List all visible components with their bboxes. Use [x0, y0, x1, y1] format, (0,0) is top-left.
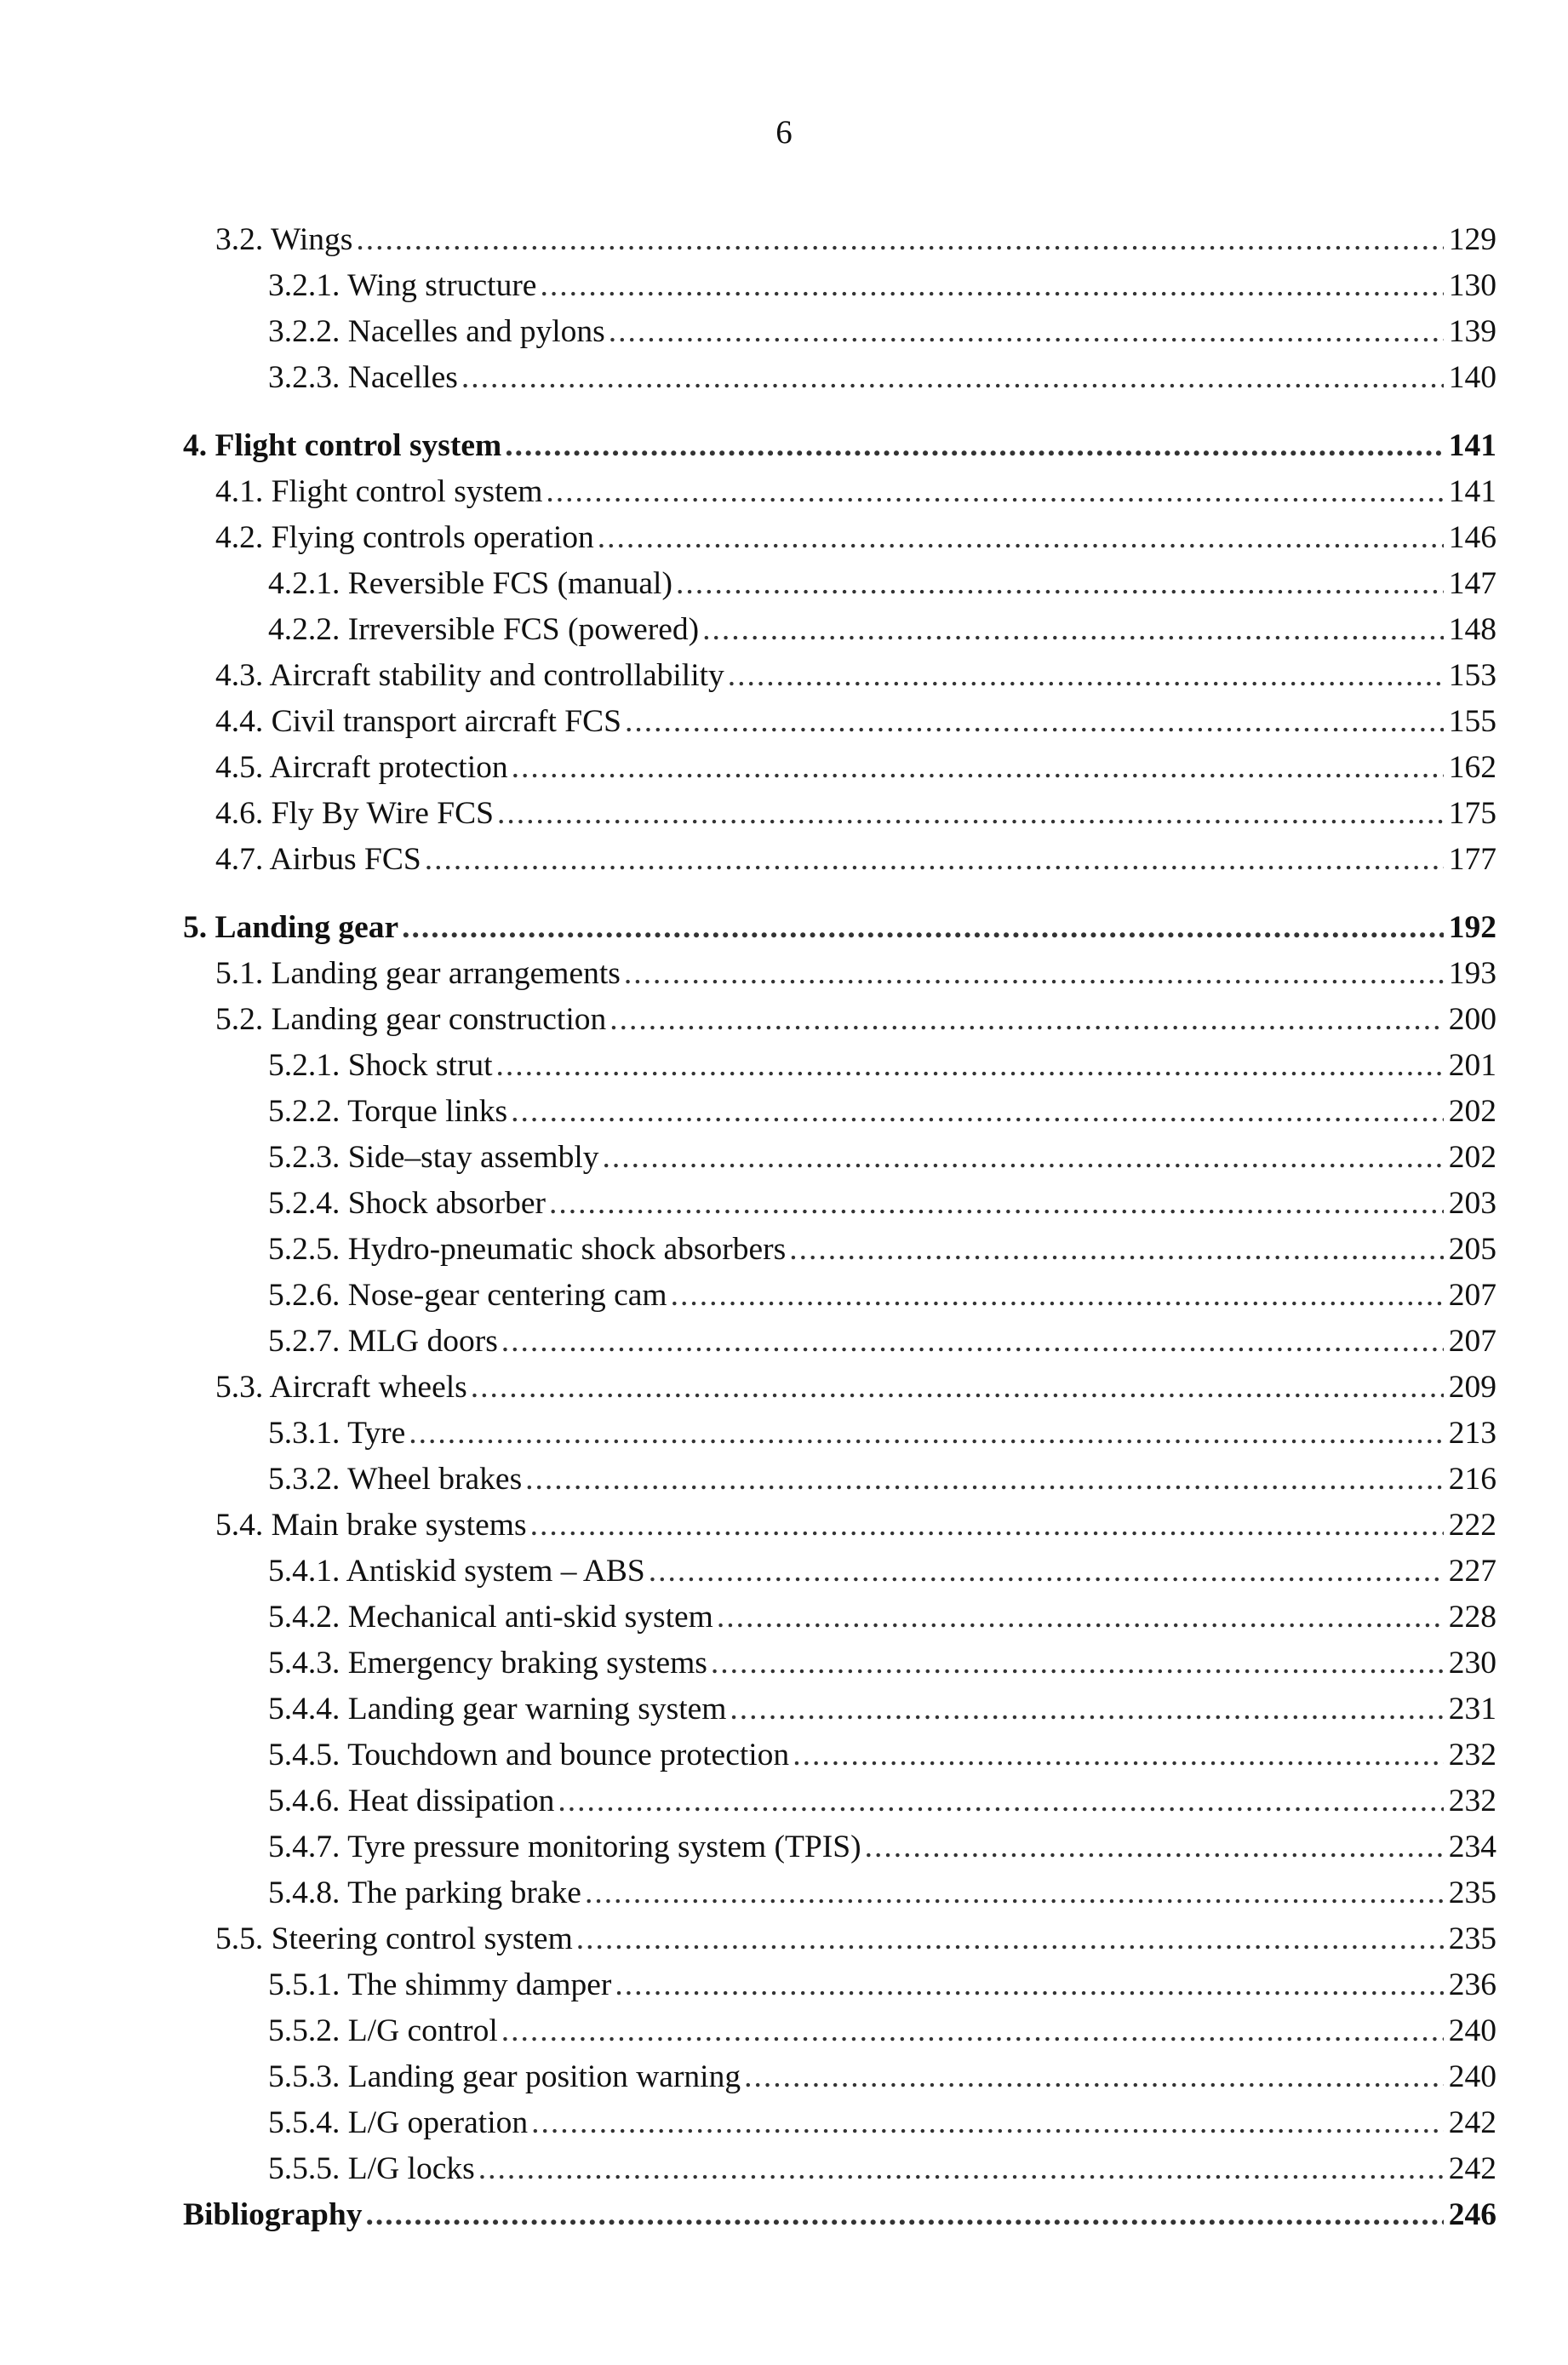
toc-entry-page: 242	[1448, 2151, 1496, 2186]
toc-chapter-page: 141	[1448, 428, 1496, 463]
toc-entry	[183, 1089, 1496, 1135]
toc-entry-title: 5.3.1. Tyre	[268, 1416, 406, 1451]
toc-entry-title: 5.5.1. The shimmy damper	[268, 1967, 612, 2002]
toc-entry	[183, 2146, 1496, 2192]
toc-entry-page: 222	[1448, 1508, 1496, 1543]
toc-entry-title: 5.5.5. L/G locks	[268, 2151, 475, 2186]
toc-entry	[183, 263, 1496, 309]
dot-leader	[676, 561, 1444, 607]
toc-entry-title: 5.5.4. L/G operation	[268, 2105, 529, 2140]
toc-entry	[183, 1227, 1496, 1273]
toc-entry-page: 201	[1448, 1048, 1496, 1083]
dot-leader	[525, 1457, 1444, 1503]
toc-entry-title: 4.4. Civil transport aircraft FCS	[215, 704, 622, 739]
toc-entry	[183, 2100, 1496, 2146]
toc-entry-page: 234	[1448, 1830, 1496, 1864]
dot-leader	[649, 1549, 1444, 1595]
toc-entry	[183, 355, 1496, 401]
toc-entry	[183, 837, 1496, 883]
dot-leader	[501, 2008, 1444, 2054]
toc-entry-page: 140	[1448, 360, 1496, 395]
toc-entry	[183, 515, 1496, 561]
toc-entry-title: 5.5. Steering control system	[215, 1921, 573, 1956]
dot-leader	[409, 1411, 1444, 1457]
toc-entry	[183, 745, 1496, 791]
toc-entry	[183, 2054, 1496, 2100]
toc-entry-title: 5.2. Landing gear construction	[215, 1002, 607, 1037]
dot-leader	[461, 355, 1444, 401]
dot-leader	[702, 607, 1444, 653]
toc-entry-title: 5.5.2. L/G control	[268, 2013, 498, 2048]
dot-leader	[546, 469, 1443, 515]
toc-entry-title: 5.2.5. Hydro-pneumatic shock absorbers	[268, 1232, 787, 1267]
toc-chapter-title: 4. Flight control system	[183, 428, 502, 463]
toc-entry-title: 5.3.2. Wheel brakes	[268, 1462, 523, 1497]
toc-entry-page: 231	[1448, 1692, 1496, 1727]
dot-leader	[728, 653, 1444, 699]
toc-entry-page: 230	[1448, 1646, 1496, 1681]
toc-entry-page: 207	[1448, 1324, 1496, 1359]
toc-entry-title: 4.7. Airbus FCS	[215, 842, 421, 877]
toc-entry	[183, 1549, 1496, 1595]
toc-entry-title: 5.3. Aircraft wheels	[215, 1370, 467, 1405]
toc-entry	[183, 1686, 1496, 1732]
toc-entry-title: 4.2.1. Reversible FCS (manual)	[268, 566, 672, 601]
dot-leader	[478, 2146, 1444, 2192]
toc-entry-page: 153	[1448, 658, 1496, 693]
toc-entry-page: 193	[1448, 956, 1496, 991]
toc-entry-title: 5.4.2. Mechanical anti-skid system	[268, 1600, 713, 1635]
dot-leader	[603, 1135, 1444, 1181]
toc-entry-page: 232	[1448, 1738, 1496, 1772]
toc-entry-page: 240	[1448, 2059, 1496, 2094]
toc-entry-page: 228	[1448, 1600, 1496, 1635]
toc-entry	[183, 699, 1496, 745]
dot-leader	[625, 699, 1444, 745]
toc-entry	[183, 1641, 1496, 1686]
toc-entry-title: 5.4.3. Emergency braking systems	[268, 1646, 707, 1681]
toc-entry-title: 3.2. Wings	[215, 222, 353, 257]
toc-entry-page: 236	[1448, 1967, 1496, 2002]
toc-entry-title: 5.4. Main brake systems	[215, 1508, 527, 1543]
toc-entry	[183, 653, 1496, 699]
toc-entry-title: 5.2.7. MLG doors	[268, 1324, 498, 1359]
toc-entry-title: 5.2.1. Shock strut	[268, 1048, 493, 1083]
toc-entry-page: 242	[1448, 2105, 1496, 2140]
toc-entry-title: 4.1. Flight control system	[215, 474, 543, 509]
page-number: 6	[775, 114, 793, 151]
toc-entry	[183, 1732, 1496, 1778]
toc-entry-page: 155	[1448, 704, 1496, 739]
toc-entry-page: 147	[1448, 566, 1496, 601]
dot-leader	[540, 263, 1443, 309]
dot-leader	[576, 1916, 1444, 1962]
toc-chapter	[183, 423, 1496, 469]
toc-entry	[183, 561, 1496, 607]
toc-entry	[183, 1916, 1496, 1962]
dot-leader	[530, 1503, 1444, 1549]
toc-entry	[183, 1595, 1496, 1641]
toc-entry	[183, 1365, 1496, 1411]
toc-entry-page: 148	[1448, 612, 1496, 647]
toc-entry-title: 5.4.1. Antiskid system – ABS	[268, 1554, 645, 1589]
toc-entry	[183, 1870, 1496, 1916]
toc-entry-page: 209	[1448, 1370, 1496, 1405]
toc-entry	[183, 1181, 1496, 1227]
toc-entry-title: 4.2. Flying controls operation	[215, 520, 594, 555]
toc-entry	[183, 791, 1496, 837]
dot-leader	[549, 1181, 1444, 1227]
dot-leader	[402, 905, 1444, 951]
toc-entry-page: 129	[1448, 222, 1496, 257]
toc-entry-page: 141	[1448, 474, 1496, 509]
toc-chapter-title: 5. Landing gear	[183, 910, 399, 945]
toc-entry-page: 207	[1448, 1278, 1496, 1313]
toc-entry-title: 5.2.4. Shock absorber	[268, 1186, 546, 1221]
dot-leader	[501, 1319, 1444, 1365]
toc-entry-title: 5.5.3. Landing gear position warning	[268, 2059, 741, 2094]
toc-entry	[183, 1824, 1496, 1870]
toc-entry-title: 4.6. Fly By Wire FCS	[215, 796, 495, 831]
toc-entry-page: 205	[1448, 1232, 1496, 1267]
toc-entry-title: 5.2.6. Nose-gear centering cam	[268, 1278, 667, 1313]
dot-leader	[471, 1365, 1444, 1411]
toc-entry-page: 216	[1448, 1462, 1496, 1497]
dot-leader	[558, 1778, 1443, 1824]
toc-entry	[183, 1043, 1496, 1089]
toc-entry-page: 240	[1448, 2013, 1496, 2048]
toc-chapter-title: Bibliography	[183, 2197, 363, 2232]
dot-leader	[365, 2192, 1443, 2238]
toc-entry-title: 5.1. Landing gear arrangements	[215, 956, 621, 991]
dot-leader	[531, 2100, 1444, 2146]
dot-leader	[598, 515, 1444, 561]
toc-entry	[183, 469, 1496, 515]
toc-entry-page: 200	[1448, 1002, 1496, 1037]
dot-leader	[717, 1595, 1444, 1641]
dot-leader	[671, 1273, 1444, 1319]
toc-entry-title: 3.2.1. Wing structure	[268, 268, 537, 303]
toc-entry-title: 5.4.4. Landing gear warning system	[268, 1692, 727, 1727]
toc-entry-page: 146	[1448, 520, 1496, 555]
dot-leader	[865, 1824, 1444, 1870]
toc-entry-title: 5.4.5. Touchdown and bounce protection	[268, 1738, 790, 1772]
toc-entry-page: 203	[1448, 1186, 1496, 1221]
dot-leader	[512, 745, 1444, 791]
toc-entry-page: 175	[1448, 796, 1496, 831]
toc-entry-page: 139	[1448, 314, 1496, 349]
toc-entry-page: 213	[1448, 1416, 1496, 1451]
dot-leader	[585, 1870, 1444, 1916]
toc-chapter	[183, 905, 1496, 951]
toc-entry-page: 235	[1448, 1921, 1496, 1956]
toc-entry	[183, 1319, 1496, 1365]
toc-entry-title: 4.3. Aircraft stability and controllability	[215, 658, 724, 693]
toc-entry-page: 130	[1448, 268, 1496, 303]
dot-leader	[793, 1732, 1444, 1778]
toc-entry	[183, 1503, 1496, 1549]
dot-leader	[789, 1227, 1444, 1273]
toc-entry	[183, 607, 1496, 653]
toc-entry	[183, 1778, 1496, 1824]
dot-leader	[744, 2054, 1444, 2100]
dot-leader	[609, 309, 1444, 355]
toc-entry-title: 4.2.2. Irreversible FCS (powered)	[268, 612, 700, 647]
dot-leader	[615, 1962, 1443, 2008]
dot-leader	[505, 423, 1443, 469]
toc-entry	[183, 951, 1496, 997]
toc-entry-page: 202	[1448, 1140, 1496, 1175]
toc-entry-title: 5.4.6. Heat dissipation	[268, 1784, 555, 1818]
dot-leader	[425, 837, 1444, 883]
toc-entry-page: 177	[1448, 842, 1496, 877]
toc-entry	[183, 309, 1496, 355]
dot-leader	[730, 1686, 1443, 1732]
toc-entry-title: 4.5. Aircraft protection	[215, 750, 508, 785]
toc-chapter-page: 192	[1448, 910, 1496, 945]
toc-entry	[183, 1962, 1496, 2008]
toc-entry	[183, 997, 1496, 1043]
toc-entry-page: 232	[1448, 1784, 1496, 1818]
toc-entry	[183, 1411, 1496, 1457]
toc-entry-page: 235	[1448, 1875, 1496, 1910]
toc-entry-title: 3.2.2. Nacelles and pylons	[268, 314, 605, 349]
toc-chapter-page: 246	[1448, 2197, 1496, 2232]
toc-entry	[183, 1273, 1496, 1319]
toc-entry-page: 202	[1448, 1094, 1496, 1129]
toc-chapter	[183, 2192, 1496, 2238]
toc-entry-title: 5.2.2. Torque links	[268, 1094, 508, 1129]
toc-entry-title: 5.4.8. The parking brake	[268, 1875, 581, 1910]
toc-entry	[183, 2008, 1496, 2054]
dot-leader	[497, 791, 1444, 837]
toc-entry-title: 3.2.3. Nacelles	[268, 360, 458, 395]
toc-entry	[183, 1457, 1496, 1503]
toc-entry-title: 5.4.7. Tyre pressure monitoring system (TPIS)	[268, 1830, 861, 1864]
toc-entry-page: 162	[1448, 750, 1496, 785]
toc-entry	[183, 217, 1496, 263]
dot-leader	[356, 217, 1443, 263]
dot-leader	[609, 997, 1444, 1043]
dot-leader	[624, 951, 1444, 997]
dot-leader	[711, 1641, 1444, 1686]
dot-leader	[511, 1089, 1444, 1135]
toc-entry-title: 5.2.3. Side–stay assembly	[268, 1140, 599, 1175]
toc-entry	[183, 1135, 1496, 1181]
toc-entry-page: 227	[1448, 1554, 1496, 1589]
table-of-contents	[183, 217, 1496, 2238]
dot-leader	[496, 1043, 1444, 1089]
